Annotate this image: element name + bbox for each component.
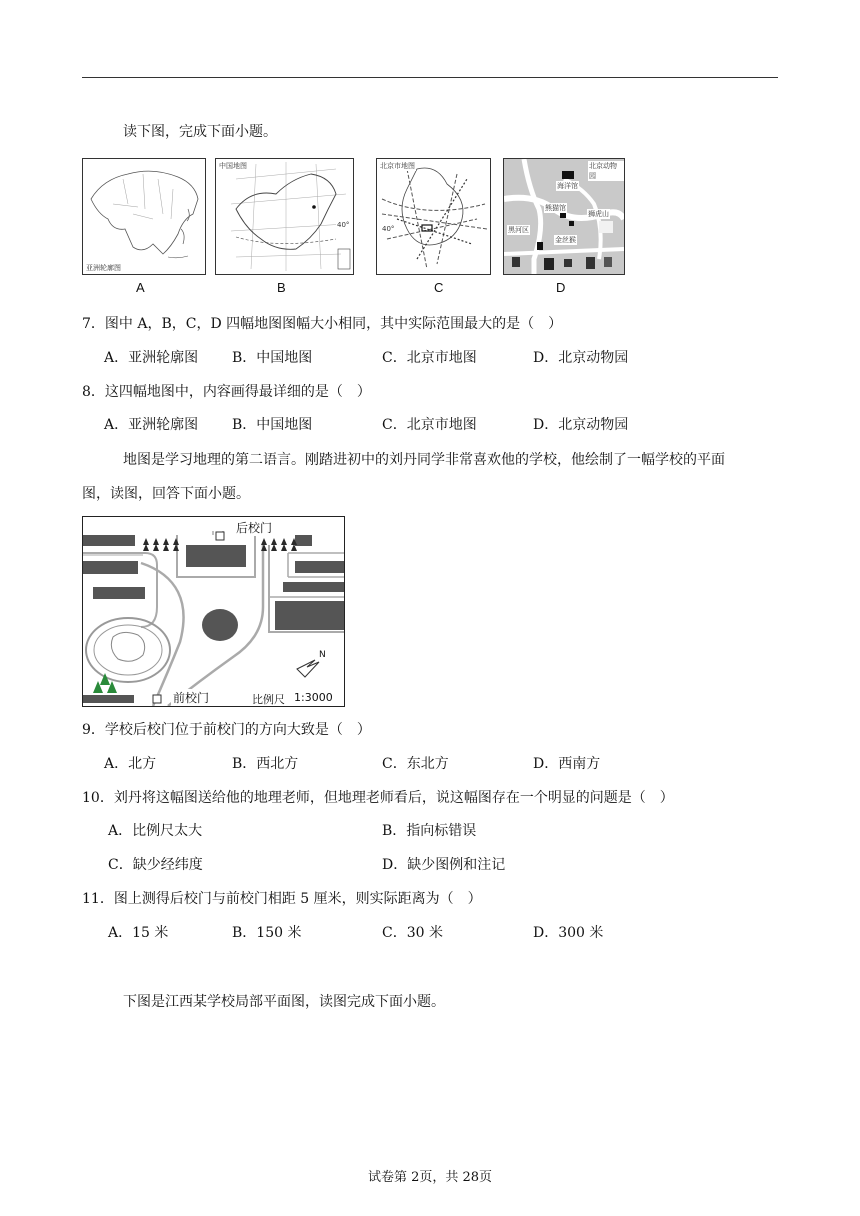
q9-option-d: D．西南方 [533, 756, 601, 772]
beijing-city-map [376, 158, 491, 275]
china-map [215, 158, 354, 275]
q10-option-b: B．指向标错误 [382, 823, 477, 839]
map-b-caption: 中国地图 [219, 162, 247, 170]
beijing-zoo-map [503, 158, 625, 275]
front-gate-label: 前校门 [173, 691, 210, 705]
intro-text-2-line2: 图，读图，回答下面小题。 [82, 486, 250, 502]
school-plan-map [82, 516, 345, 707]
q8-option-c: C．北京市地图 [382, 417, 477, 433]
scale-label: 比例尺 [252, 693, 285, 706]
map-b-letter: B [277, 280, 286, 295]
q7-option-b: B．中国地图 [232, 350, 313, 366]
intro-text-1: 读下图，完成下面小题。 [123, 124, 277, 140]
q11-option-d: D．300 米 [533, 925, 604, 941]
header-rule [82, 77, 778, 78]
map-d-label-monkey: 金丝猴 [555, 236, 576, 244]
q8-stem: 8．这四幅地图中，内容画得最详细的是（ ） [82, 384, 371, 400]
intro-text-2-line1: 地图是学习地理的第二语言。刚踏进初中的刘丹同学非常喜欢他的学校，他绘制了一幅学校的平面 [123, 452, 725, 468]
q7-option-c: C．北京市地图 [382, 350, 477, 366]
map-c-caption: 北京市地图 [380, 162, 415, 170]
q8-option-b: B．中国地图 [232, 417, 313, 433]
q9-option-b: B．西北方 [232, 756, 299, 772]
q11-option-c: C．30 米 [382, 925, 443, 941]
page-footer: 试卷第 2页，共 28页 [367, 1170, 493, 1185]
q7-option-d: D．北京动物园 [533, 350, 629, 366]
q11-option-a: A．15 米 [108, 925, 169, 941]
north-label: N [319, 650, 326, 660]
q7-stem: 7．图中 A，B，C，D 四幅地图图幅大小相同，其中实际范围最大的是（ ） [82, 316, 563, 332]
map-d-label-ocean: 海洋馆 [557, 182, 578, 190]
q8-option-d: D．北京动物园 [533, 417, 629, 433]
map-d-label-panda: 熊猫馆 [545, 204, 566, 212]
q9-option-a: A．北方 [104, 756, 157, 772]
q10-option-d: D．缺少图例和注记 [382, 857, 506, 873]
map-d-label-area: 黑河区 [508, 226, 529, 234]
q10-option-a: A．比例尺太大 [108, 823, 203, 839]
back-gate-label: 后校门 [236, 521, 273, 535]
q11-stem: 11．图上测得后校门与前校门相距 5 厘米，则实际距离为（ ） [82, 891, 482, 907]
map-c-lat: 40° [382, 225, 395, 233]
map-b-lat: 40° [337, 221, 350, 229]
q9-option-c: C．东北方 [382, 756, 449, 772]
q11-option-b: B．150 米 [232, 925, 302, 941]
q8-option-a: A．亚洲轮廓图 [104, 417, 199, 433]
map-d-label-tiger: 狮虎山 [588, 210, 609, 218]
q10-stem: 10．刘丹将这幅图送给他的地理老师，但地理老师看后，说这幅图存在一个明显的问题是（ ） [82, 790, 674, 806]
map-a-letter: A [136, 280, 145, 295]
map-a-caption: 亚洲轮廓图 [86, 264, 121, 272]
q9-stem: 9．学校后校门位于前校门的方向大致是（ ） [82, 722, 371, 738]
map-d-letter: D [556, 280, 566, 295]
q7-option-a: A．亚洲轮廓图 [104, 350, 199, 366]
asia-outline-map [82, 158, 206, 275]
q10-option-c: C．缺少经纬度 [108, 857, 203, 873]
scale-value: 1:3000 [294, 691, 333, 704]
map-d-caption: 北京动物园 [588, 161, 624, 181]
intro-text-3: 下图是江西某学校局部平面图，读图完成下面小题。 [123, 994, 445, 1010]
map-c-letter: C [434, 280, 444, 295]
